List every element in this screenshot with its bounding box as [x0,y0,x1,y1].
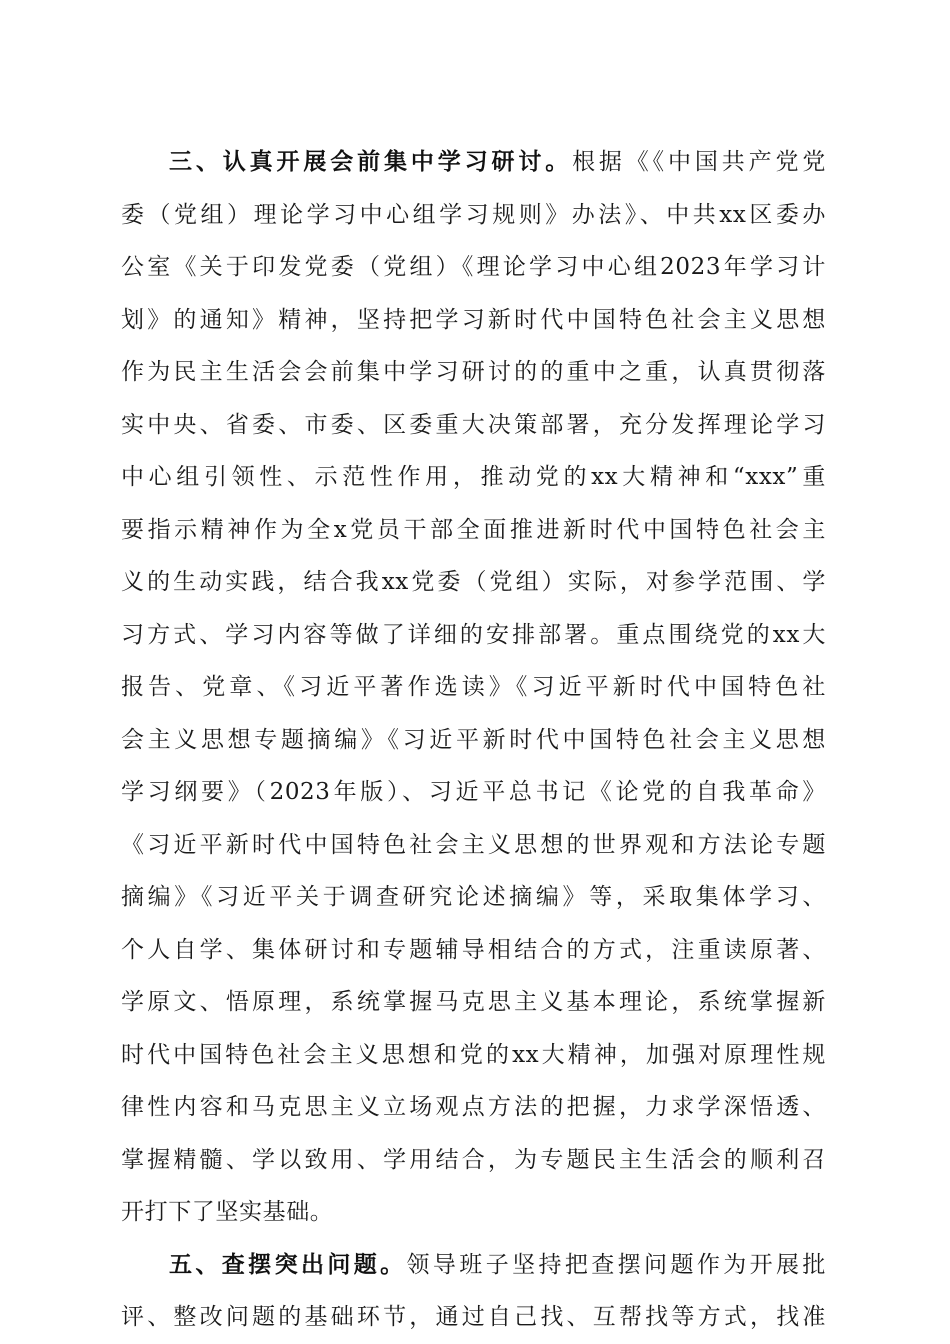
paragraph-line: 公室《关于印发党委（党组）《理论学习中心组2023年学习计 [121,254,826,280]
paragraph-problem-review [121,1239,826,1344]
section-heading: 五、查摆突出问题。 [169,1251,407,1278]
paragraph-study-seminar [121,136,826,1239]
paragraph-line: 会主义思想专题摘编》《习近平新时代中国特色社会主义思想 [121,726,826,753]
paragraph-line: 要指示精神作为全x党员干部全面推进新时代中国特色社会主 [121,516,826,543]
paragraph-line: 学习纲要》（2023年版）、习近平总书记《论党的自我革命》 [121,779,826,805]
paragraph-line: 学原文、悟原理，系统掌握马克思主义基本理论，系统掌握新 [121,989,826,1015]
paragraph-line: 委（党组）理论学习中心组学习规则》办法》、中共xx区委办 [121,201,826,228]
paragraph-line: 五、查摆突出问题。领导班子坚持把查摆问题作为开展批 [169,1251,826,1278]
paragraph-line: 掌握精髓、学以致用、学用结合，为专题民主生活会的顺利召 [121,1146,826,1173]
paragraph-line: 评、整改问题的基础环节，通过自己找、互帮找等方式，找准 [121,1304,826,1330]
paragraph-line: 个人自学、集体研讨和专题辅导相结合的方式，注重读原著、 [121,936,826,963]
paragraph-line: 三、认真开展会前集中学习研讨。根据《《中国共产党党 [169,149,826,175]
paragraph-line: 实中央、省委、市委、区委重大决策部署，充分发挥理论学习 [121,411,826,438]
paragraph-line: 时代中国特色社会主义思想和党的xx大精神，加强对原理性规 [121,1041,826,1068]
paragraph-line: 报告、党章、《习近平著作选读》《习近平新时代中国特色社 [121,674,826,700]
document-body [121,136,826,1344]
paragraph-line: 摘编》《习近平关于调查研究论述摘编》等，采取集体学习、 [121,884,826,910]
paragraph-line: 中心组引领性、示范性作用，推动党的xx大精神和“xxx”重 [121,464,826,490]
paragraph-line: 《习近平新时代中国特色社会主义思想的世界观和方法论专题 [121,831,826,858]
paragraph-line: 开打下了坚实基础。 [121,1199,334,1225]
section-heading: 三、认真开展会前集中学习研讨。 [169,149,573,175]
paragraph-line: 习方式、学习内容等做了详细的安排部署。重点围绕党的xx大 [121,621,826,648]
paragraph-line: 作为民主生活会会前集中学习研讨的的重中之重，认真贯彻落 [121,359,826,385]
paragraph-line: 义的生动实践，结合我xx党委（党组）实际，对参学范围、学 [121,569,826,595]
paragraph-line: 律性内容和马克思主义立场观点方法的把握，力求学深悟透、 [121,1094,826,1120]
paragraph-line: 划》的通知》精神，坚持把学习新时代中国特色社会主义思想 [121,306,826,333]
